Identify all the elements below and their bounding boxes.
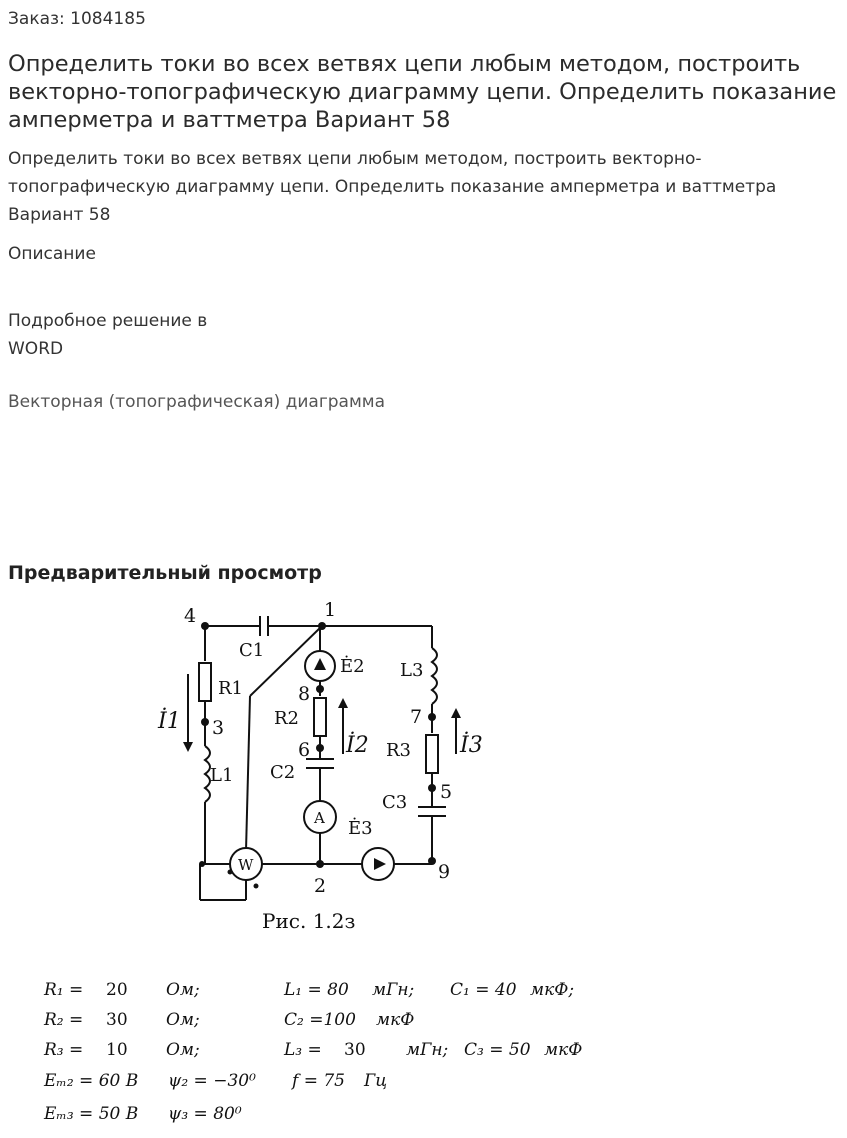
param-em2: Eₘ₂ = 60 В — [44, 1071, 139, 1091]
label-e2: Ė2 — [340, 656, 365, 677]
param-em3: Eₘ₃ = 50 В — [44, 1104, 139, 1124]
param-r2: R₂ = — [44, 1010, 84, 1030]
param-r3-unit: Ом; — [166, 1040, 200, 1060]
node-5: 5 — [440, 781, 453, 803]
param-r1-value: 20 — [106, 980, 128, 1000]
param-psi3: ψ₃ = 80⁰ — [168, 1104, 242, 1124]
node-2: 2 — [314, 875, 327, 897]
param-c2-unit: мкФ — [376, 1010, 415, 1030]
param-psi2: ψ₂ = −30⁰ — [168, 1071, 256, 1091]
label-i2: İ2 — [346, 733, 369, 758]
resistor-r1 — [199, 663, 211, 701]
task-text: Определить токи во всех ветвях цепи любым методом, построить векторно-топографическую диаграмму цепи. Определить показание амперметра и ваттметра Вариант 58 — [8, 149, 777, 225]
param-l1: L₁ = 80 — [284, 980, 349, 1000]
label-r1: R1 — [218, 678, 244, 699]
param-l3-unit: мГн; — [406, 1040, 449, 1060]
param-r3-value: 10 — [106, 1040, 128, 1060]
preview-heading: Предварительный просмотр — [8, 562, 322, 584]
order-number: Заказ: 1084185 — [8, 9, 146, 29]
param-f: f = 75 — [292, 1071, 345, 1091]
circuit-diagram — [150, 596, 510, 942]
label-c3: C3 — [382, 792, 408, 813]
param-r2-unit: Ом; — [166, 1010, 200, 1030]
label-i3: İ3 — [460, 733, 483, 758]
label-l1: L1 — [210, 765, 234, 786]
solution-line-1: Подробное решение в — [8, 311, 208, 331]
node-4: 4 — [184, 605, 197, 627]
node-1: 1 — [324, 599, 337, 621]
ammeter-label: A — [314, 809, 325, 827]
node-6: 6 — [298, 739, 311, 761]
wattmeter-label: W — [238, 856, 254, 874]
param-f-unit: Гц — [364, 1071, 388, 1091]
resistor-r2 — [314, 698, 326, 736]
page-title: Определить токи во всех ветвях цепи любым методом, построить векторно-топографическую диаграмму цепи. Определить показание амперметра и ваттметра Вариант 58 — [8, 51, 837, 133]
figure-caption: Рис. 1.2з — [262, 909, 356, 933]
node-7: 7 — [410, 706, 423, 728]
param-c1-unit: мкФ; — [530, 980, 575, 1000]
solution-note — [8, 307, 308, 363]
parameters-block — [44, 974, 664, 1134]
param-l3-value: 30 — [344, 1040, 366, 1060]
node-9: 9 — [438, 861, 451, 883]
param-l1-unit: мГн; — [372, 980, 415, 1000]
param-r1-unit: Ом; — [166, 980, 200, 1000]
param-l3: L₃ = — [284, 1040, 322, 1060]
inductor-l3 — [432, 648, 437, 704]
resistor-r3 — [426, 735, 438, 773]
solution-line-2: WORD — [8, 339, 64, 359]
label-e3: Ė3 — [348, 818, 373, 839]
label-c1: C1 — [239, 640, 265, 661]
label-l3: L3 — [400, 660, 424, 681]
param-r2-value: 30 — [106, 1010, 128, 1030]
label-i1: İ1 — [158, 709, 181, 734]
param-c1: C₁ = 40 — [450, 980, 517, 1000]
node-3: 3 — [212, 717, 225, 739]
vector-diagram-note: Векторная (топографическая) диаграмма — [8, 392, 386, 412]
label-r2: R2 — [274, 708, 300, 729]
param-c3-unit: мкФ — [544, 1040, 583, 1060]
label-c2: C2 — [270, 762, 296, 783]
node-8: 8 — [298, 683, 311, 705]
description-heading: Описание — [8, 244, 96, 264]
label-r3: R3 — [386, 740, 412, 761]
param-r1: R₁ = — [44, 980, 84, 1000]
param-r3: R₃ = — [44, 1040, 84, 1060]
param-c2: C₂ =100 — [284, 1010, 356, 1030]
param-c3: C₃ = 50 — [464, 1040, 531, 1060]
